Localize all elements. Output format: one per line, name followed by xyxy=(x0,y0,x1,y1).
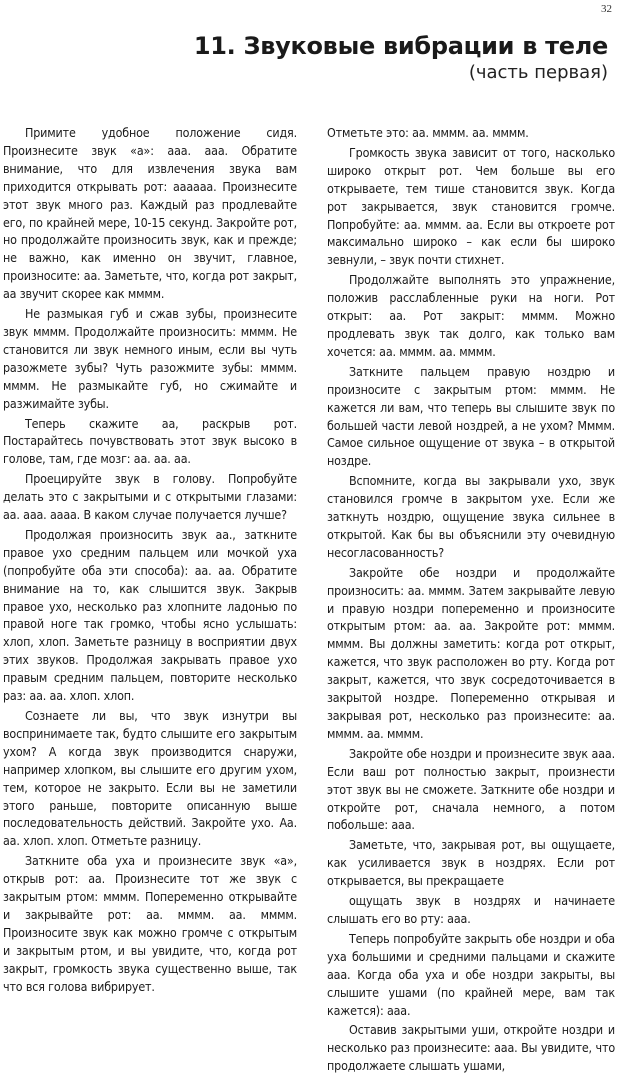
paragraph: Громкость звука зависит от того, насколько широко открыт рот. Чем больше вы его открываете, тем тише становится звук. Когда рот закрывается, звук становится громче. Попробуйте: аа. мммм. аа. Если вы откроете рот максимально широко – как если бы широко зевнули, – звук почти стихнет. xyxy=(327,144,615,268)
right-column xyxy=(327,124,615,1077)
page-number: 32 xyxy=(601,3,612,15)
paragraph: Продолжайте выполнять это упражнение, положив расслабленные руки на ноги. Рот открыт: аа. Рот закрыт: мммм. Можно продлевать звук так долго, как только вам хочется: аа. мммм. аа. мммм. xyxy=(327,272,615,359)
paragraph: Закройте обе ноздри и продолжайте произносить: аа. мммм. Затем закрывайте левую и правую ноздри попеременно и произносите открытым ртом: аа. аа. Закройте рот: мммм. мммм. Вы должны заметить: когда рот открыт, кажется, что звук расположен во рту. Когда рот закрыт, кажется, что звук сосредоточивается в закрытой ноздре. Попеременно открывая и закрывая рот, несколько раз произнесите: аа. мммм. аа. мммм. xyxy=(327,564,615,741)
paragraph: Вспомните, когда вы закрывали ухо, звук становился громче в закрытом ухе. Если же заткнуть ноздрю, ощущение звука сильнее в открытой. Как бы вы объяснили эту очевидную несогласованность? xyxy=(327,473,615,560)
left-column xyxy=(3,124,297,998)
paragraph: Заткните оба уха и произнесите звук «а», открыв рот: аа. Произнесите тот же звук с закрытым ртом: мммм. Попеременно открывайте и закрывайте рот: аа. мммм. аа. мммм. Произносите звук как можно громче с открытым и закрытым ртом, и вы увидите, что, когда рот закрыт, громкость звука существенно выше, так что вся голова вибрирует. xyxy=(3,853,297,994)
paragraph: Проецируйте звук в голову. Попробуйте делать это с закрытыми и с открытыми глазами: аа. ааа. аааа. В каком случае получается лучше? xyxy=(3,471,297,523)
chapter-subtitle: (часть первая) xyxy=(468,62,608,83)
paragraph: Теперь скажите аа, раскрыв рот. Постарайтесь почувствовать этот звук высоко в голове, там, где мозг: аа. аа. аа. xyxy=(3,415,297,467)
paragraph: ощущать звук в ноздрях и начинаете слышать его во рту: ааа. xyxy=(327,893,615,926)
paragraph: Закройте обе ноздри и произнесите звук ааа. Если ваш рот полностью закрыт, произнести этот звук вы не сможете. Заткните обе ноздри и откройте рот, сначала немного, а потом побольше: ааа. xyxy=(327,745,615,833)
text-columns xyxy=(3,124,615,1074)
paragraph: Отметьте это: аа. мммм. аа. мммм. xyxy=(327,125,529,140)
paragraph: Продолжая произносить звук аа., заткните правое ухо средним пальцем или мочкой уха (попробуйте оба эти способа): аа. аа. Обратите внимание на то, как слышится звук. Закрыв правое ухо, несколько раз хлопните ладонью по правой ноге так громко, чтобы ясно услышать: хлоп, хлоп. Заметьте разницу в восприятии двух этих звуков. Продолжая закрывать правое ухо правым средним пальцем, повторите несколько раз: аа. аа. хлоп. хлоп. xyxy=(3,526,297,704)
paragraph: Сознаете ли вы, что звук изнутри вы воспринимаете так, будто слышите его закрытым ухом? А когда звук производится снаружи, например хлопком, вы слышите его другим ухом, тем, которое не закрыто. Если вы не заметили этого раньше, повторите описанную выше последовательность действий. Закройте ухо. Аа. аа. хлоп. хлоп. Отметьте разницу. xyxy=(3,708,297,849)
paragraph: Заметьте, что, закрывая рот, вы ощущаете, как усиливается звук в ноздрях. Если рот открывается, вы прекращаете xyxy=(327,837,615,889)
chapter-title: 11. Звуковые вибрации в теле xyxy=(193,32,608,60)
paragraph: Оставив закрытыми уши, откройте ноздри и несколько раз произнесите: ааа. Вы увидите, что продолжаете слышать ушами, xyxy=(327,1022,615,1074)
paragraph: Заткните пальцем правую ноздрю и произносите с закрытым ртом: мммм. Не кажется ли вам, что теперь вы слышите звук по большей части левой ноздрей, а не ухом? Мммм. Самое сильное ощущение от звука – в открытой ноздре. xyxy=(327,363,615,469)
paragraph: Теперь попробуйте закрыть обе ноздри и оба уха большими и средними пальцами и скажите ааа. Когда оба уха и обе ноздри закрыты, вы слышите ушами (по крайней мере, вам так кажется): ааа. xyxy=(327,930,615,1018)
paragraph: Примите удобное положение сидя. Произнесите звук «а»: ааа. ааа. Обратите внимание, что для извлечения звука вам приходится открывать рот: аааааа. Произнесите этот звук много раз. Каждый раз продлевайте его, по крайней мере, 10-15 секунд. Закройте рот, но продолжайте произносить звук, как и прежде; не важно, как именно он звучит, главное, произносите: аа. Заметьте, что, когда рот закрыт, аа звучит скорее как мммм. xyxy=(3,125,297,302)
paragraph: Не размыкая губ и сжав зубы, произнесите звук мммм. Продолжайте произносить: мммм. Не становится ли звук немного иным, если вы чуть разожмете зубы? Чуть разожмите зубы: мммм. мммм. Не размыкайте губ, но сжимайте и разжимайте зубы. xyxy=(3,306,297,411)
